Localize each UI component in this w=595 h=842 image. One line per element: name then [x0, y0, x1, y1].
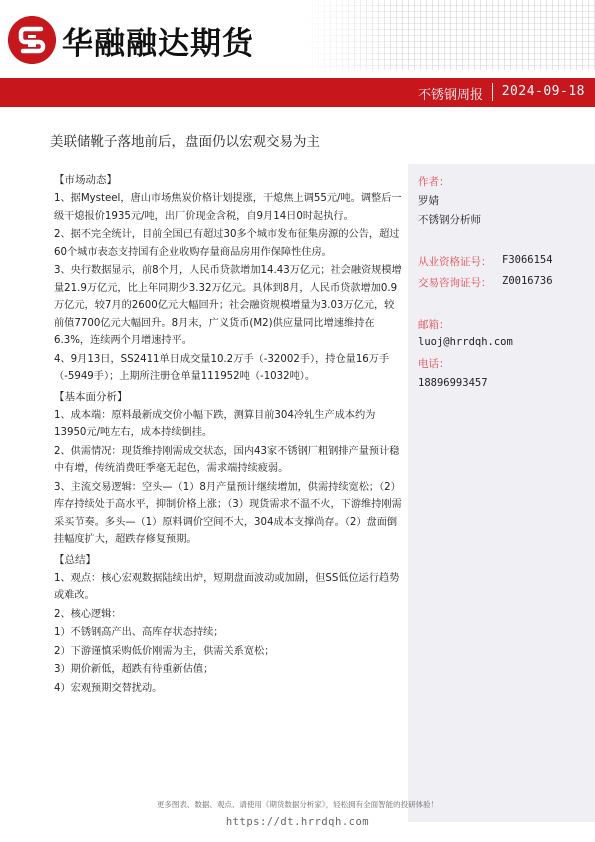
- report-type: 不锈钢周报: [417, 88, 483, 103]
- company-logo-icon: [8, 16, 56, 64]
- author-label: 作者：: [418, 176, 450, 188]
- summary-paragraph-3: 1）不锈钢高产出、高库存状态持续；: [54, 627, 224, 638]
- email-label: 邮箱：: [418, 319, 450, 331]
- consult-number: Z0016736: [502, 275, 553, 287]
- footer-note: 更多图表、数据、观点、请使用《期货数据分析家》，轻松拥有全面智能的投研体验！: [156, 800, 439, 809]
- market-paragraph-4: 4、9月13日，SS2411单日成交量10.2万手（-32002手），持仓量16万手（-5949手）；上期所注册仓单量111952吨（-1032吨）。: [54, 353, 390, 382]
- author-name: 罗婧: [418, 195, 439, 207]
- report-title: 美联储靴子落地前后，盘面仍以宏观交易为主: [50, 134, 320, 150]
- report-date: 2024-09-18: [501, 84, 585, 99]
- fundamentals-paragraph-3: 3、主流交易逻辑：空头—（1）8月产量预计继续增加，供需持续宽松；（2）库存持续处于高水平，抑制价格上涨；（3）现货需求不温不火，下游维持刚需采买节奏。多头—（1）原料调价空间不大，304成本支撑尚存。（2）盘面倒挂幅度扩大，超跌存修复预期。: [54, 481, 402, 545]
- section-heading-summary: 【总结】: [54, 553, 96, 566]
- market-paragraph-3: 3、央行数据显示，前8个月，人民币贷款增加14.43万亿元；社会融资规模增量21.9万亿元，比上年同期少3.32万亿元。具体到8月，人民币贷款增加0.9万亿元，较7月的2600亿元大幅回升；社会融资规模增量为3.03万亿元，较前值7700亿元大幅回升。8月末，广义货币(M2)供应量同比增速维持在6.3%，连续两个月增速持平。: [54, 265, 402, 346]
- company-name: 华融融达期货: [62, 26, 254, 62]
- section-heading-fundamentals: 【基本面分析】: [54, 390, 128, 403]
- consult-label: 交易咨询证号：: [418, 277, 492, 289]
- report-banner: [0, 78, 595, 107]
- summary-paragraph-1: 1、观点：核心宏观数据陆续出炉，短期盘面波动或加剧，但SS低位运行趋势或难改。: [54, 572, 400, 601]
- banner-divider: [492, 83, 493, 101]
- author-role: 不锈钢分析师: [418, 214, 481, 226]
- phone-label: 电话：: [418, 358, 450, 370]
- author-phone: 18896993457: [418, 377, 488, 389]
- header-grid-decoration: [300, 0, 595, 70]
- section-heading-market: 【市场动态】: [54, 174, 117, 186]
- summary-paragraph-6: 4）宏观预期交替扰动。: [54, 682, 163, 694]
- qualification-number: F3066154: [502, 254, 553, 266]
- market-paragraph-1: 1、据Mysteel，唐山市场焦炭价格计划提涨，干熄焦上调55元/吨。调整后一级干熄报价1935元/吨，出厂价现金含税，自9月14日0时起执行。: [54, 193, 402, 222]
- summary-paragraph-5: 3）期价新低，超跌有待重新估值；: [54, 664, 214, 675]
- author-email[interactable]: luoj@hrrdqh.com: [418, 336, 513, 348]
- page-header: [0, 0, 595, 80]
- market-paragraph-2: 2、据不完全统计，目前全国已有超过30多个城市发布征集房源的公告，超过60个城市表态支持国有企业收购存量商品房用作保障性住房。: [54, 229, 400, 258]
- summary-paragraph-4: 2）下游谨慎采购低价刚需为主，供需关系宽松；: [54, 645, 275, 657]
- qualification-label: 从业资格证号：: [418, 256, 492, 268]
- report-body: [54, 170, 404, 698]
- fundamentals-paragraph-2: 2、供需情况：现货维持刚需成交状态，国内43家不锈钢厂粗钢排产量预计稳中有增，传统消费旺季毫无起色，需求端持续疲弱。: [54, 445, 400, 474]
- fundamentals-paragraph-1: 1、成本端：原料最新成交价小幅下跌，测算目前304冷轧生产成本约为13950元/吨左右，成本持续倒挂。: [54, 409, 376, 438]
- footer-url-link[interactable]: https://dt.hrrdqh.com: [225, 816, 370, 828]
- summary-paragraph-2: 2、核心逻辑：: [54, 608, 122, 620]
